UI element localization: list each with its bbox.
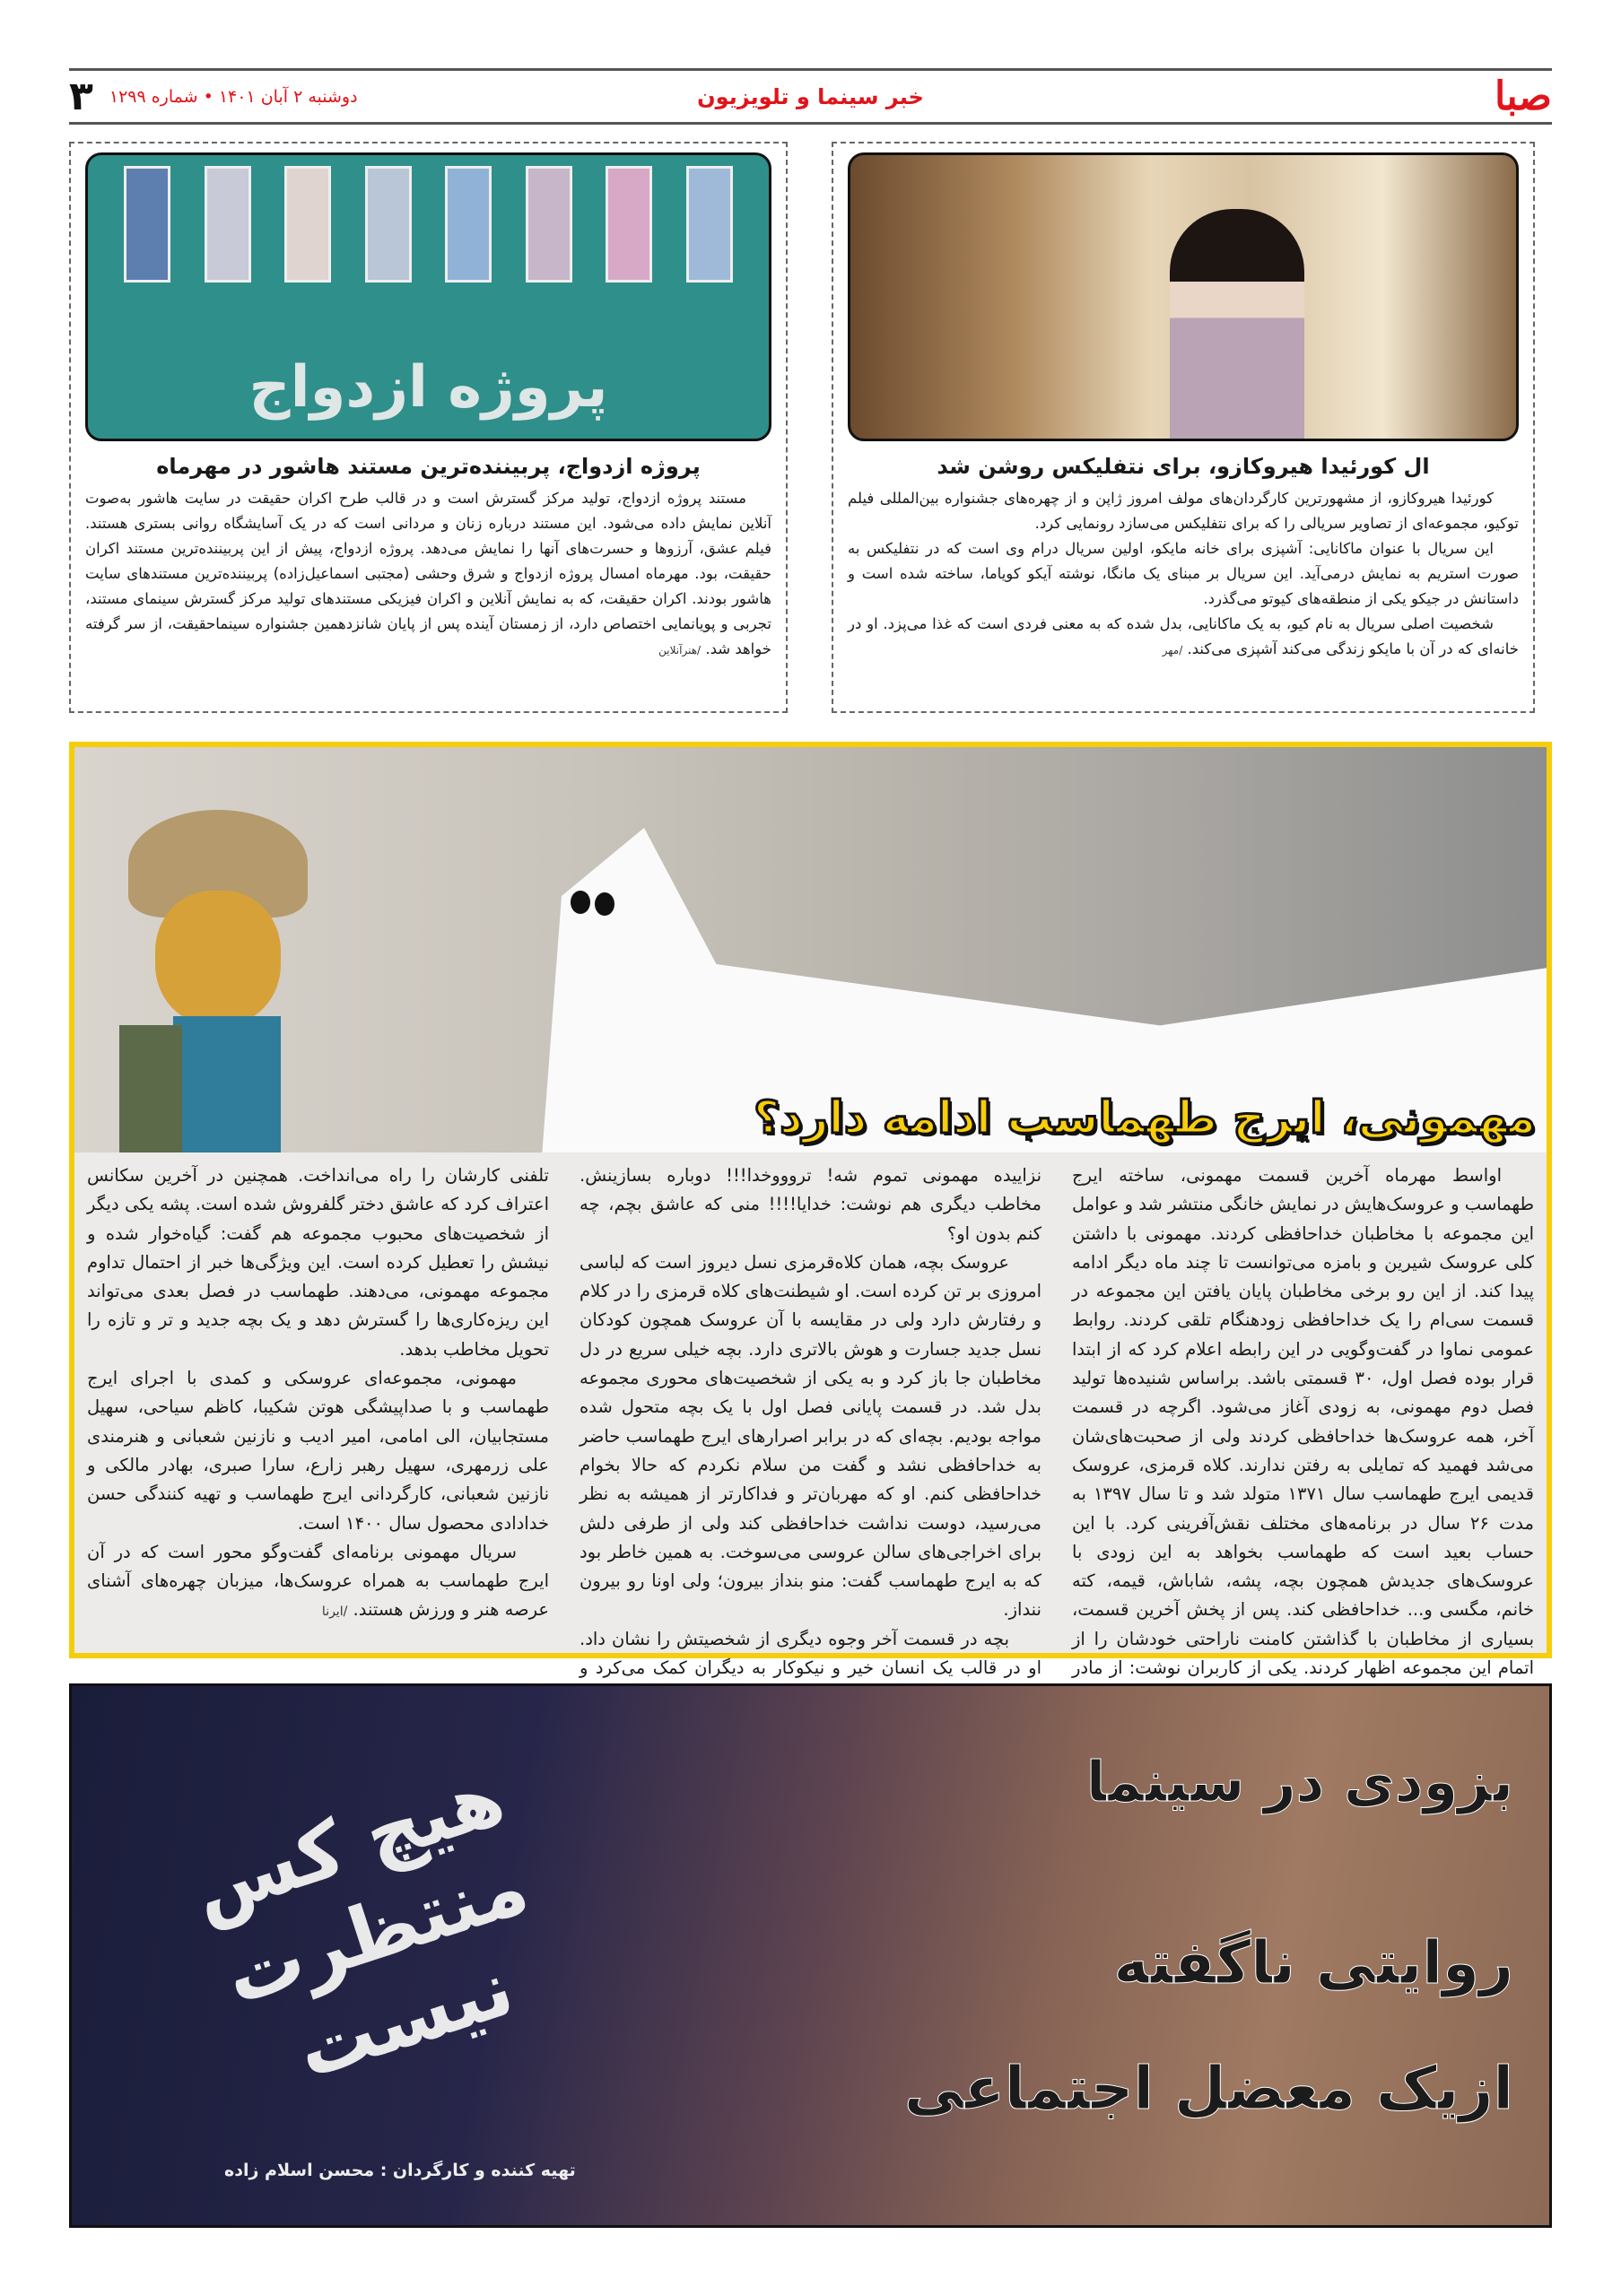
main-article-body — [87, 1161, 1535, 1679]
article-photo-geisha — [848, 152, 1519, 441]
paragraph — [85, 486, 771, 663]
news-source: /ایرنا — [321, 1605, 348, 1620]
date-issue: دوشنبه ۲ آبان ۱۴۰۱ • شماره ۱۲۹۹ — [109, 86, 358, 107]
paragraph-text: سریال مهمونی برنامه‌ای گفت‌وگو محور است که در آن ایرج طهماسب به همراه عروسک‌ها، میزبان چهره‌های آشنای عرصه هنر و ورزش هستند. — [87, 1541, 549, 1621]
ghost-eye — [571, 891, 590, 914]
bed — [205, 166, 251, 283]
newspaper-logo: صبا — [1494, 73, 1552, 119]
ad-tagline-2: ازیک معضل اجتماعی — [903, 2054, 1513, 2123]
producer-credit: تهیه کننده و کارگردان : محسن اسلام زاده — [224, 2161, 576, 2180]
bed — [124, 166, 170, 283]
paragraph: مهمونی، مجموعه‌ای عروسکی و کمدی با اجرای ایرج طهماسب و با صداپیشگی هوتن شکیبا، کاظم سیاحی، سهیل مستجابیان، الی امامی، امیر ادیب و نازنین شعبانی و هنرمندی علی زرمهری، سهیل رهبر زارع، سارا صبری، بهادر مالکی و نازنین شعبانی، کارگردانی ایرج طهماسب و تهیه کنندگی حسن خدادادی محصول سال ۱۴۰۰ است. — [87, 1368, 549, 1534]
poster-title: پروژه ازدواج — [248, 354, 608, 421]
header-top-rule — [69, 68, 1552, 71]
paragraph — [848, 612, 1519, 663]
film-advertisement — [69, 1683, 1552, 2228]
main-headline: مهمونی، ایرج طهماسب ادامه دارد؟ — [754, 1091, 1536, 1144]
main-article-mehmooni — [69, 742, 1552, 1679]
section-title: خبر سینما و تلویزیون — [697, 83, 924, 109]
beds-row — [124, 166, 733, 283]
puppet-boy — [110, 810, 317, 1152]
paragraph: این سریال با عنوان ماکانایی: آشپزی برای خانه مایکو، اولین سریال درام وی است که در نتفلیکس به صورت استریم به نمایش درمی‌آید. این سریال بر مبنای یک مانگا، نوشته آیکو کویاما، ساخته شده است و داستانش در جیکو یکی از منطقه‌های کیوتو می‌گذرد. — [848, 540, 1519, 607]
article-body — [848, 486, 1519, 663]
paragraph: بچه در قسمت آخر وجوه دیگری از شخصیتش را نشان داد. او در قالب یک انسان خیر و نیکوکار به دیگران کمک می‌کرد و تلفنی کارشان را راه می‌انداخت. همچنین در آخرین سکانس اعتراف کرد که عاشق دختر گلفروش شده است. پشه یکی دیگر از شخصیت‌های محبوب مجموعه هم گفت: گیاه‌خوار شده و نیشش را تعطیل کرده است. این ویژگی‌ها خبر از احتمال تداوم مجموعه مهمونی، می‌دهند. طهماسب در فصل بعدی می‌تواند این ریزه‌کاری‌ها را گسترش دهد و یک بچه جدید و تر و تازه را تحویل مخاطب بدهد. — [87, 1165, 1041, 1679]
main-photo-puppets — [74, 747, 1547, 1152]
ghost-eye — [595, 892, 614, 916]
bed — [284, 166, 331, 283]
ad-tagline-1: روایتی ناگفته — [1113, 1928, 1513, 1997]
film-title-calligraphy: هیچ کس منتظرت نیست — [181, 1752, 539, 2097]
paragraph-text: مستند پروژه ازدواج، تولید مرکز گسترش است و در قالب طرح اکران حقیقت در سایت هاشور به‌صوت آنلاین نمایش داده می‌شود. این مستند درباره زنان و مردانی است که در یک آسایشگاه روانی بستری هستند. فیلم عشق، آرزوها و حسرت‌های آنها را نمایش می‌دهد. پروژه ازدواج، پیش از این پربیننده‌ترین مستند اکران حقیقت، بود. مهرماه امسال پروژه ازدواج و شرق وحشی (مجتبی اسماعیل‌زاده) پربیننده‌ترین مستندهای سایت هاشور بودند. اکران حقیقت، که به نمایش آنلاین و اکران فیزیکی مستندهای تولید مرکز گسترش سینمای مستند، تجربی و پویانمایی اختصاص دارد، از زمستان آینده پس از پایان شانزدهمین جشنواره سینماحقیقت، از سر گرفته خواهد شد. — [85, 490, 771, 657]
dateline — [69, 74, 358, 119]
header-bottom-rule — [69, 122, 1552, 125]
page-number: ۳ — [69, 74, 93, 119]
paragraph: اواسط مهرماه آخرین قسمت مهمونی، ساخته ایرج طهماسب و عروسک‌هایش در نمایش خانگی منتشر شد و عوامل این مجموعه با مخاطبان خداحافظی کردند. مهمونی با داشتن کلی عروسک شیرین و بامزه می‌توانست تا چند ماه دیگر ادامه پیدا کند. از این رو برخی مخاطبان پایان یافتن این مجموعه در قسمت سی‌ام را یک خداحافظی زودهنگام تلقی کردند. روابط عمومی نماوا در گفت‌وگویی در این رابطه اعلام کرد که از ابتدا قرار بوده فصل اول، ۳۰ قسمتی باشد. براساس شنیده‌ها تولید فصل دوم مهمونی، به زودی آغاز می‌شود. اگرچه در قسمت آخر، همه عروسک‌ها خداحافظی کردند ولی از صحبت‌های‌شان می‌شد فهمید که تمایلی به رفتن ندارند. کلاه قرمزی، عروسک قدیمی ایرج طهماسب سال ۱۳۷۱ متولد شد و تا سال ۱۳۹۷ به مدت ۲۶ سال در برنامه‌های مختلف نقش‌آفرینی کرد. با این حساب بعید است که طهماسب بخواهد به این زودی با عروسک‌های جدیدش همچون بچه، پشه، شاباش، قیمه، کته خانم، مگسی و... خداحافظی کند. پس از پخش آخرین قسمت، بسیاری از مخاطبان با گذاشتن کامنت ناراحتی خودشان را از اتمام این مجموعه اظهار کردند. یکی از کاربران نوشت: از مادر نزاییده مهمونی تموم شه! تروووخدا!!! دوباره بسازینش. مخاطب دیگری هم نوشت: خدایا!!!! منی که عاشق بچم، چه کنم بدون او؟ — [580, 1165, 1535, 1679]
news-source: /مهر — [1162, 644, 1183, 657]
poster-marriage-project — [85, 152, 771, 441]
article-headline: ال کورئیدا هیروکازو، برای نتفلیکس روشن شد — [937, 454, 1430, 479]
woman-figure — [1170, 209, 1304, 441]
article-marriage-project — [69, 142, 788, 713]
news-source: /هنرآنلاین — [658, 644, 702, 657]
page-header — [69, 72, 1552, 121]
bed — [365, 166, 412, 283]
article-kore-eda — [832, 142, 1535, 713]
bed — [606, 166, 652, 283]
bed — [686, 166, 733, 283]
article-body — [85, 486, 771, 663]
article-headline: پروژه ازدواج، پربیننده‌ترین مستند هاشور در مهرماه — [156, 454, 701, 479]
ad-coming-soon: بزودی در سینما — [1085, 1749, 1513, 1814]
paragraph-text: شخصیت اصلی سریال به نام کیو، به یک ماکانایی، بدل شده که به معنی فردی است که غذا می‌پزد. او در خانه‌ای که در آن با مایکو زندگی می‌کند آشپزی می‌کند. — [848, 615, 1519, 657]
paragraph: کورئیدا هیروکازو، از مشهورترین کارگردان‌های مولف امروز ژاپن و از چهره‌های جشنواره بین‌المللی فیلم توکیو، مجموعه‌ای از تصاویر سریالی را که برای نتفلیکس می‌سازد رونمایی کرد. — [848, 490, 1519, 532]
bed — [526, 166, 572, 283]
bed — [445, 166, 492, 283]
paragraph — [87, 1538, 549, 1627]
paragraph: عروسک بچه، همان کلاه‌قرمزی نسل دیروز است که لباسی امروزی بر تن کرده است. او شیطنت‌های کلاه قرمزی را در کلام و رفتارش دارد ولی در مقایسه با آن عروسک همچون کودکان نسل جدید جسارت و هوش بالاتری دارد. بچه خیلی سریع در دل مخاطبان جا باز کرد و به یکی از شخصیت‌های محوری مجموعه بدل شد. در قسمت پایانی فصل اول با یک بچه متحول شده مواجه بودیم. بچه‌ای که در برابر اصرارهای ایرج طهماسب حاضر به خداحافظی نشد و گفت من سلام نکردم که حالا بخوام خداحافظی کنم. او که مهربان‌تر و فداکارتر از همیشه به نظر می‌رسید، دوست نداشت خداحافظی کند ولی از طرفی دلش برای اخراجی‌های سالن عروسی می‌سوخت. به همین خاطر بود که به ایرج طهماسب گفت: منو بنداز بیرون؛ ولی اونا رو بیرون ننداز. — [580, 1251, 1041, 1621]
